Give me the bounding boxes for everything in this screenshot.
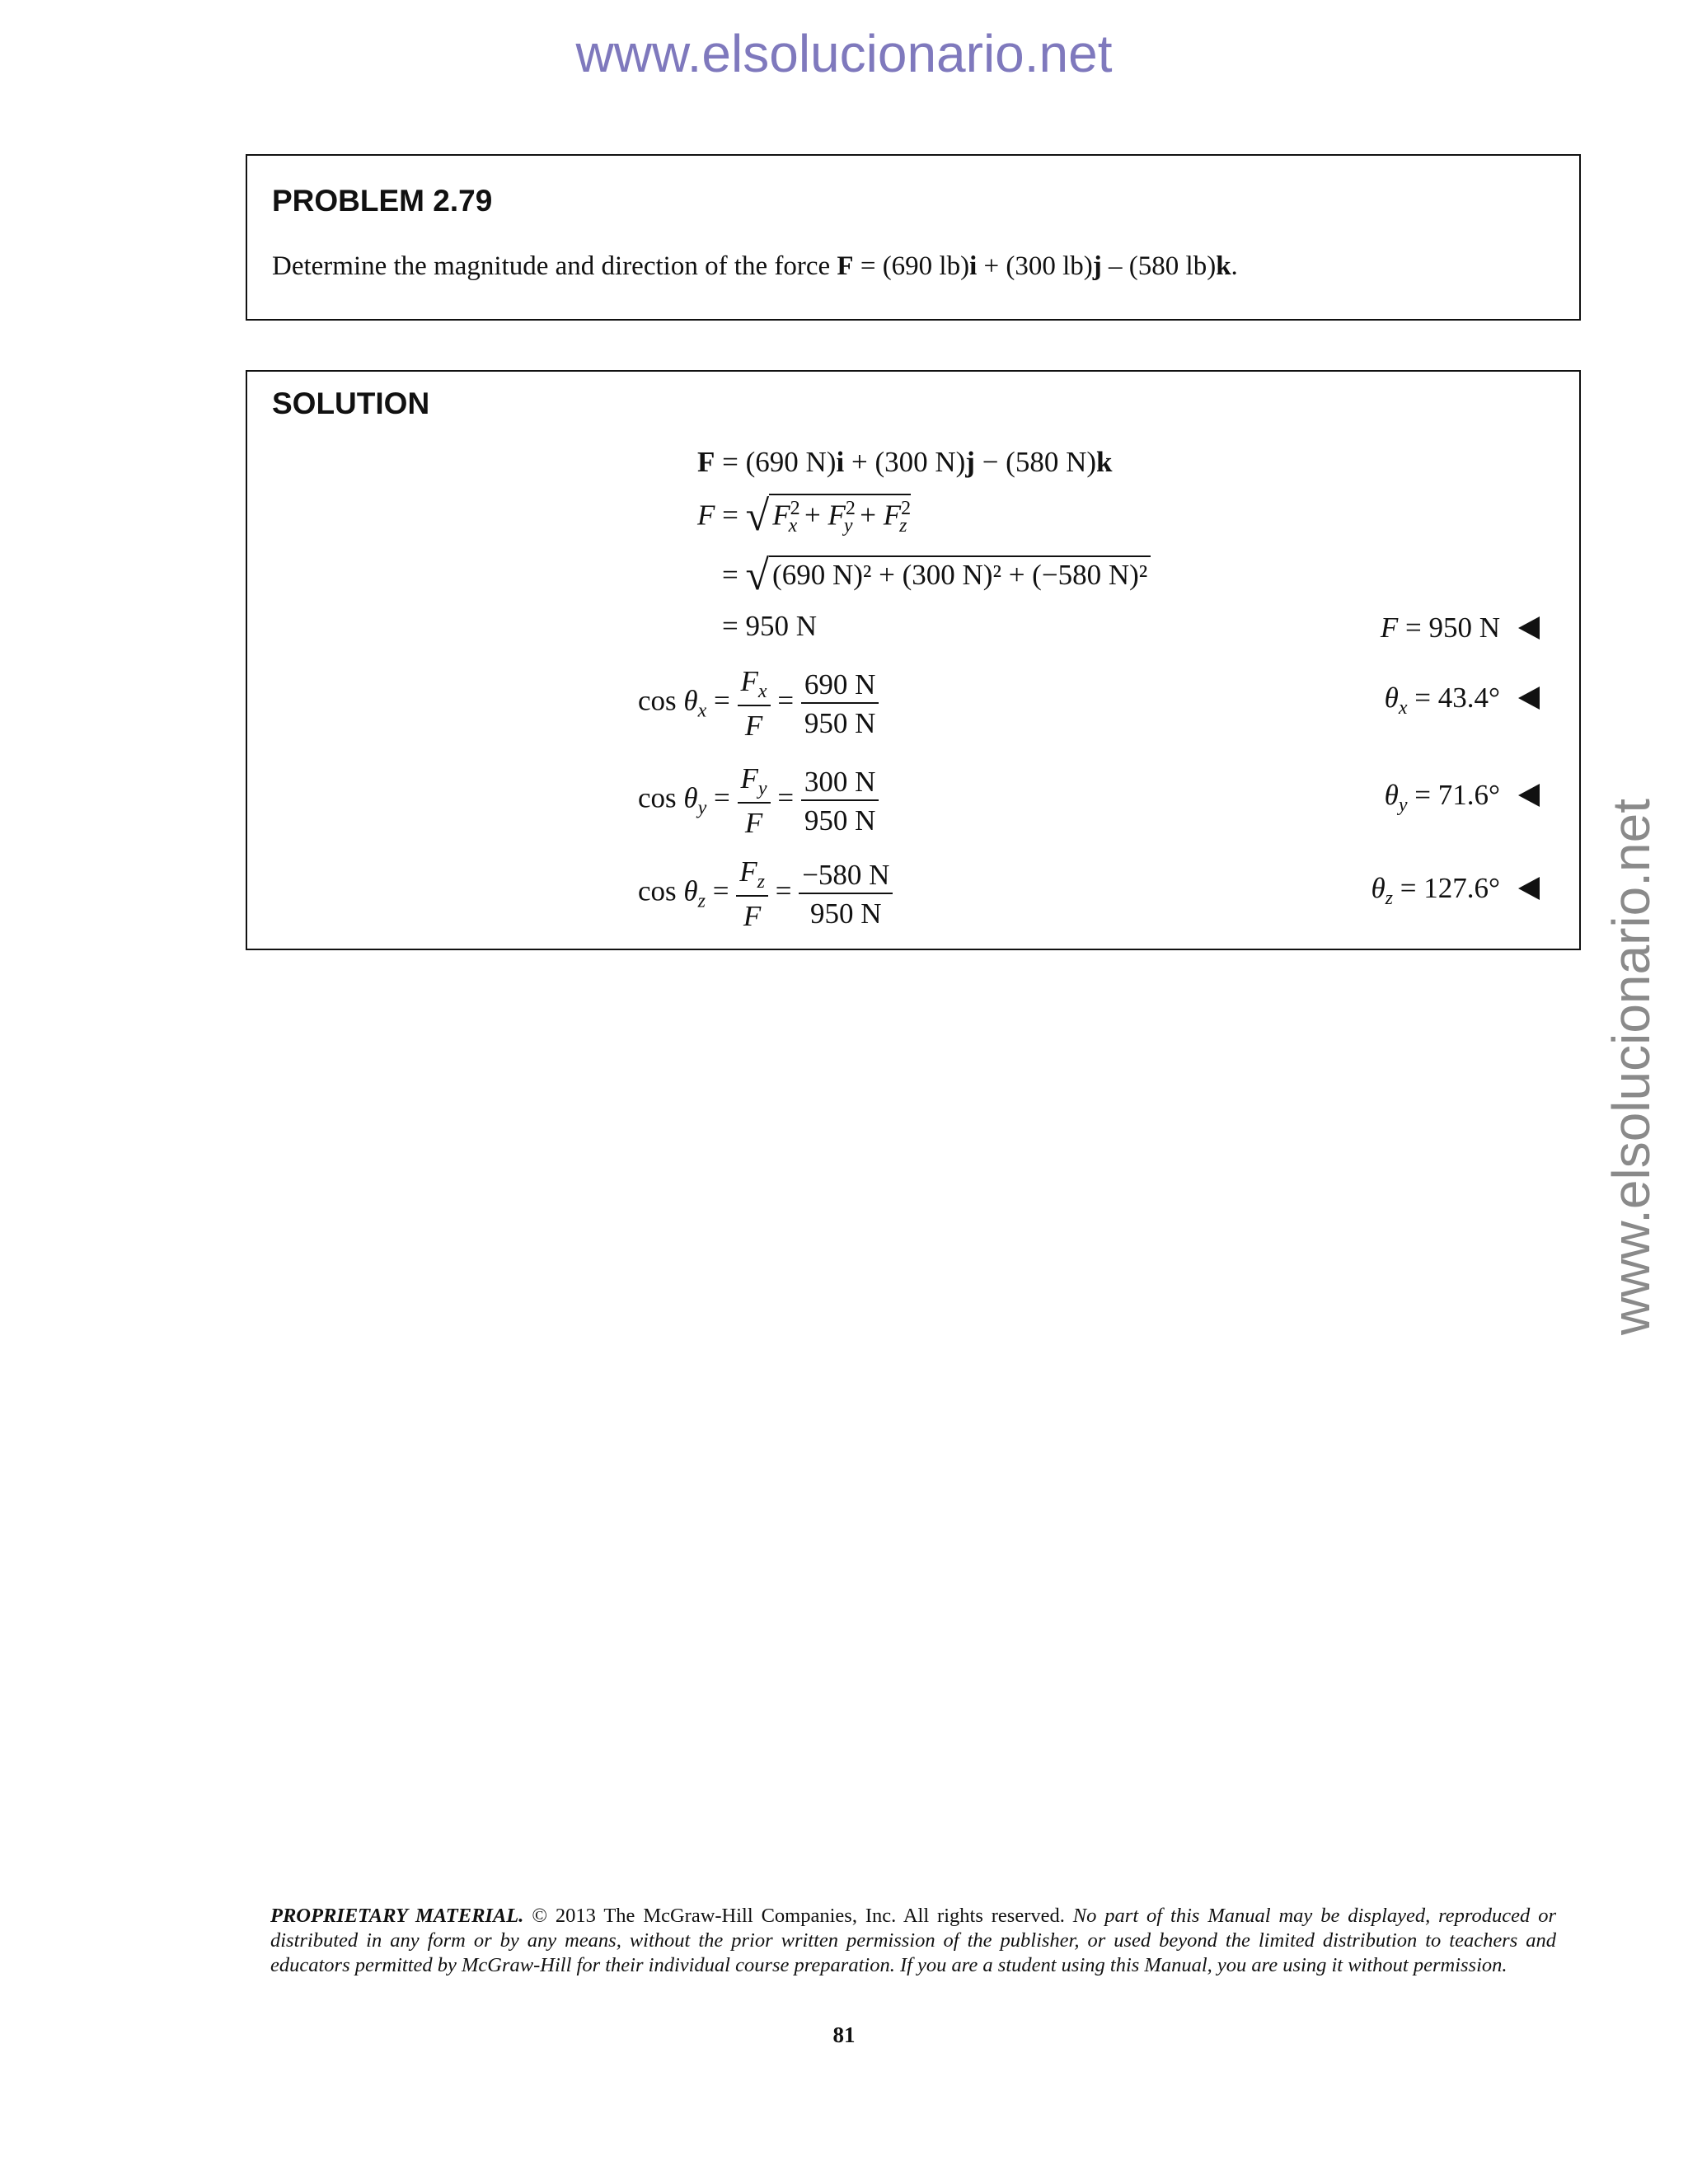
sqrt-symbol: √: [745, 552, 770, 599]
eq-token: 950 N: [804, 706, 876, 739]
eq-token: x: [757, 681, 767, 702]
statement-text: = (690 lb): [853, 251, 970, 281]
answer-magnitude: [1381, 612, 1540, 644]
eq-token: =: [770, 684, 801, 717]
answer-marker-icon: [1518, 784, 1540, 807]
answer-marker-icon: [1518, 687, 1540, 710]
unit-k: k: [1216, 251, 1231, 281]
eq-token: 2: [901, 498, 912, 519]
footer-notice: No part of this Manual may be displayed, reproduced or distributed in any form or by any means, without the prior written permission of the publisher, or used beyond the limited distribution to teachers and educators permitted by McGraw-Hill for their individual course preparation. If you are a student using this Manual, you are using it without permission.: [270, 1905, 1556, 1976]
eq-token: F: [772, 499, 790, 532]
equation-magnitude-values: [722, 552, 1151, 599]
eq-token: − (580 N): [974, 446, 1097, 478]
eq-token: y: [843, 514, 853, 537]
answer-theta-x: [1385, 682, 1540, 719]
eq-token: θ: [683, 781, 698, 814]
eq-token: x: [697, 700, 707, 722]
eq-token: k: [1096, 446, 1113, 478]
unit-j: j: [1092, 251, 1102, 281]
problem-statement: [272, 251, 1238, 282]
equation-cos-theta-z: [638, 857, 893, 930]
eq-token: F: [740, 762, 758, 794]
eq-token: z: [899, 514, 907, 537]
statement-text: Determine the magnitude and direction of the force: [272, 251, 837, 281]
equation-magnitude-result: = 950 N: [722, 610, 818, 642]
watermark-side-text: www.elsolucionario.net: [1601, 799, 1661, 1335]
eq-token: θ: [1384, 779, 1399, 811]
eq-token: y: [697, 797, 707, 819]
eq-token: =: [706, 781, 738, 814]
sqrt-symbol: √: [745, 492, 770, 540]
fraction: [736, 857, 768, 930]
eq-token: =: [722, 559, 746, 591]
eq-token: F: [828, 499, 846, 532]
fraction: [801, 767, 879, 835]
eq-token: 2: [845, 498, 856, 519]
problem-box: [246, 154, 1581, 321]
eq-token: F: [697, 446, 715, 478]
statement-text: + (300 lb): [977, 251, 1093, 281]
radicand: [769, 494, 910, 536]
eq-token: =: [715, 499, 746, 532]
eq-token: 2: [790, 498, 800, 519]
eq-token: θ: [683, 874, 698, 907]
answer-theta-z: [1371, 872, 1540, 910]
eq-token: y: [1398, 794, 1408, 816]
fraction: [738, 764, 771, 837]
eq-token: =: [705, 874, 737, 907]
equation-cos-theta-y: [638, 764, 879, 837]
unit-i: i: [969, 251, 978, 281]
problem-heading: PROBLEM 2.79: [272, 184, 493, 218]
equation-magnitude-formula: [697, 494, 911, 538]
watermark-top: www.elsolucionario.net: [575, 24, 1113, 83]
footer-copyright: © 2013 The McGraw-Hill Companies, Inc. All rights reserved.: [523, 1905, 1073, 1927]
eq-token: = 127.6°: [1393, 872, 1500, 904]
statement-text: – (580 lb): [1101, 251, 1217, 281]
eq-token: = (690 N): [715, 446, 837, 478]
eq-token: 300 N: [801, 767, 879, 801]
eq-token: +: [797, 499, 828, 532]
fraction: [801, 670, 879, 738]
eq-token: + (300 N): [844, 446, 966, 478]
force-vector: F: [837, 251, 854, 281]
equation-force-vector: [697, 448, 1112, 476]
answer-marker-icon: [1518, 616, 1540, 640]
eq-token: θ: [1384, 682, 1399, 714]
eq-token: = 43.4°: [1407, 682, 1500, 714]
eq-token: z: [697, 890, 706, 912]
eq-token: F: [739, 855, 757, 888]
fraction: [799, 860, 893, 928]
eq-token: θ: [1371, 872, 1386, 904]
eq-token: F: [744, 710, 763, 742]
footer-label: PROPRIETARY MATERIAL.: [270, 1905, 524, 1927]
radicand: (690 N)² + (300 N)² + (−580 N)²: [769, 555, 1151, 589]
eq-token: j: [965, 446, 975, 478]
eq-token: cos: [638, 684, 684, 717]
eq-token: 690 N: [801, 670, 879, 704]
eq-token: x: [788, 514, 798, 537]
eq-token: F: [740, 665, 758, 697]
eq-token: 950 N: [810, 897, 882, 930]
page-number: 81: [832, 2022, 856, 2047]
equation-cos-theta-x: [638, 667, 879, 740]
solution-box: [246, 370, 1581, 950]
eq-token: +: [852, 499, 884, 532]
statement-text: .: [1231, 251, 1238, 281]
eq-token: θ: [683, 684, 698, 717]
eq-token: F: [743, 900, 762, 932]
eq-token: z: [1385, 888, 1393, 909]
eq-token: =: [770, 781, 801, 814]
eq-token: = 71.6°: [1407, 779, 1500, 811]
copyright-footer: [270, 1904, 1556, 1978]
eq-token: =: [706, 684, 738, 717]
eq-token: F: [697, 499, 715, 532]
eq-token: =: [767, 874, 799, 907]
eq-token: F: [1380, 612, 1399, 644]
eq-token: −580 N: [799, 860, 893, 894]
eq-token: i: [836, 446, 845, 478]
eq-token: cos: [638, 781, 684, 814]
solution-heading: SOLUTION: [272, 387, 430, 420]
eq-token: F: [883, 499, 902, 532]
eq-token: F: [744, 807, 763, 839]
eq-token: cos: [638, 874, 684, 907]
answer-marker-icon: [1518, 877, 1540, 900]
eq-token: y: [757, 778, 767, 799]
eq-token: = 950 N: [1398, 612, 1500, 644]
eq-token: x: [1398, 697, 1408, 719]
eq-token: 950 N: [804, 804, 876, 837]
fraction: [738, 667, 771, 740]
eq-token: z: [757, 871, 765, 893]
answer-theta-y: [1385, 779, 1540, 817]
